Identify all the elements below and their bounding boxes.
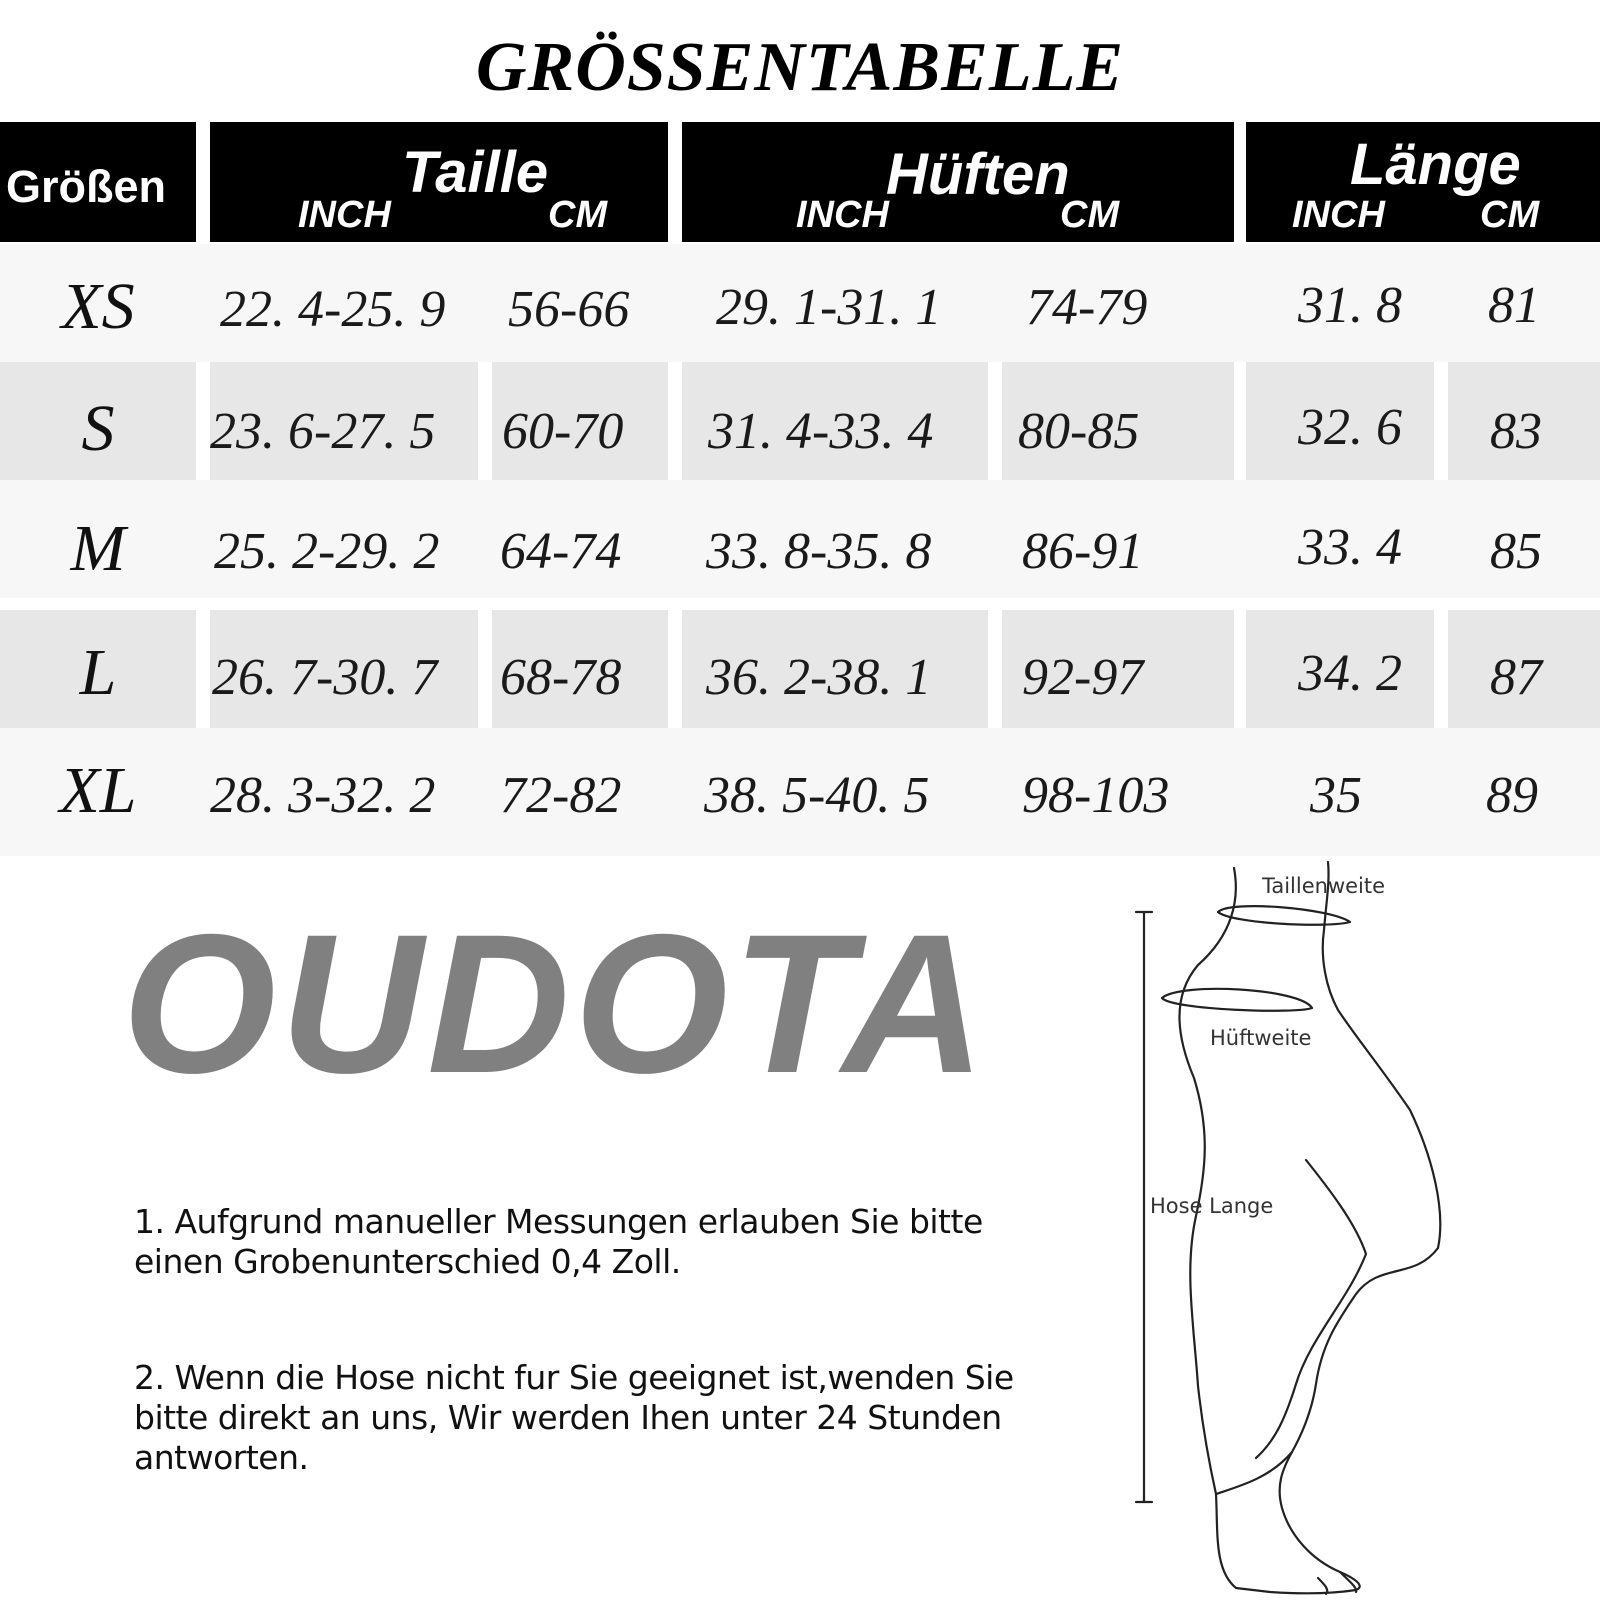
leg-outline-front bbox=[1179, 862, 1440, 1593]
hips-cm-cell: 80-85 bbox=[1018, 403, 1140, 460]
hips-inch-cell: 38. 5-40. 5 bbox=[704, 767, 930, 824]
hips-cm-cell: 86-91 bbox=[1022, 523, 1144, 580]
length-cm-cell: 87 bbox=[1490, 649, 1542, 706]
hips-inch-cell: 36. 2-38. 1 bbox=[706, 649, 932, 706]
hips-cm-cell: 98-103 bbox=[1022, 767, 1170, 824]
length-cm-cell: 85 bbox=[1490, 523, 1542, 580]
waist-inch-cell: 26. 7-30. 7 bbox=[212, 649, 438, 706]
header-hips-inch: INCH bbox=[796, 194, 889, 236]
header-waist-label: Taille bbox=[402, 140, 549, 205]
waist-cm-cell: 68-78 bbox=[500, 649, 622, 706]
header-sizes-label: Größen bbox=[6, 161, 167, 212]
length-inch-cell: 34. 2 bbox=[1298, 645, 1402, 702]
length-inch-cell: 32. 6 bbox=[1298, 399, 1402, 456]
waist-inch-cell: 23. 6-27. 5 bbox=[210, 403, 436, 460]
hips-inch-cell: 31. 4-33. 4 bbox=[708, 403, 934, 460]
header-hips-cm: CM bbox=[1060, 194, 1120, 236]
length-cm-cell: 89 bbox=[1486, 767, 1538, 824]
header-length-label: Länge bbox=[1350, 132, 1521, 197]
brand-logo: OUDOTA bbox=[122, 893, 990, 1114]
waist-inch-cell: 25. 2-29. 2 bbox=[214, 523, 440, 580]
size-cell: XS bbox=[61, 270, 135, 343]
hip-width-label: Hüftweite bbox=[1210, 1026, 1312, 1050]
length-cm-cell: 81 bbox=[1488, 277, 1540, 334]
waist-width-label: Taillenweite bbox=[1262, 874, 1386, 898]
length-inch-cell: 33. 4 bbox=[1298, 519, 1402, 576]
hips-inch-cell: 33. 8-35. 8 bbox=[706, 523, 932, 580]
waist-inch-cell: 28. 3-32. 2 bbox=[210, 767, 436, 824]
length-inch-cell: 31. 8 bbox=[1298, 277, 1402, 334]
hips-inch-cell: 29. 1-31. 1 bbox=[716, 279, 942, 336]
waist-cm-cell: 56-66 bbox=[508, 281, 630, 338]
hip-measure-ring bbox=[1162, 989, 1312, 1011]
hips-cm-cell: 92-97 bbox=[1022, 649, 1144, 706]
header-length-inch: INCH bbox=[1292, 194, 1385, 236]
waist-inch-cell: 22. 4-25. 9 bbox=[220, 281, 446, 338]
length-inch-cell: 35 bbox=[1310, 767, 1362, 824]
waist-cm-cell: 72-82 bbox=[500, 767, 622, 824]
header-length-cm: CM bbox=[1480, 194, 1540, 236]
header-waist-inch: INCH bbox=[298, 194, 391, 236]
size-cell: XL bbox=[59, 754, 137, 827]
size-cell: S bbox=[81, 392, 115, 465]
size-cell: M bbox=[70, 512, 126, 585]
waist-cm-cell: 64-74 bbox=[500, 523, 622, 580]
header-hips-label: Hüften bbox=[886, 142, 1070, 207]
length-cm-cell: 83 bbox=[1490, 403, 1542, 460]
hips-cm-cell: 74-79 bbox=[1026, 279, 1148, 336]
waist-measure-ring bbox=[1218, 906, 1350, 925]
size-cell: L bbox=[79, 636, 117, 709]
note-1: 1. Aufgrund manueller Messungen erlauben Sie bitte einen Grobenunterschied 0,4 Zoll. bbox=[134, 1202, 983, 1281]
header-waist-cm: CM bbox=[548, 194, 608, 236]
note-2: 2. Wenn die Hose nicht fur Sie geeignet ist,wenden Sie bitte direkt an uns, Wir werden Ihen unter 24 Stunden antworten. bbox=[134, 1358, 1014, 1477]
pants-length-label: Hose Lange bbox=[1150, 1194, 1274, 1218]
waist-cm-cell: 60-70 bbox=[502, 403, 624, 460]
page-title: GRÖSSENTABELLE bbox=[475, 29, 1125, 106]
